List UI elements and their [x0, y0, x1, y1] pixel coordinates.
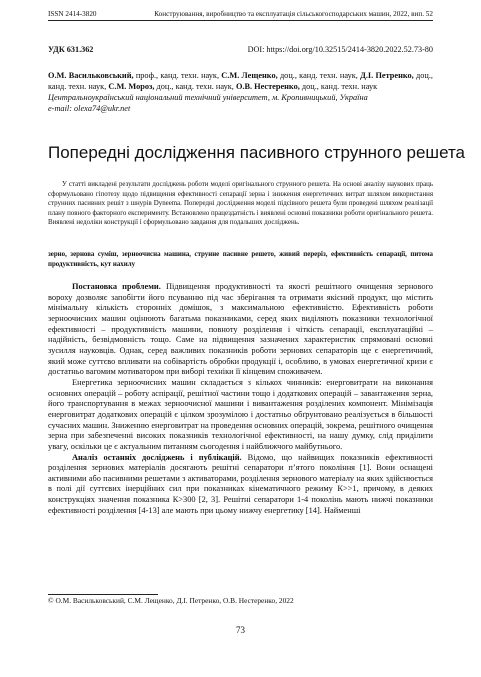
- author-name: О.М. Васильковський,: [48, 71, 134, 80]
- paragraph: [48, 453, 433, 517]
- author-credentials: проф., канд. техн. наук,: [133, 71, 222, 80]
- article-body: [48, 282, 433, 516]
- paragraph-text: Відомо, що найвищих показників ефективності розділення зернових матеріалів досягають решітні сепаратори п’ятого покоління [1]. Вони оснащені активними або пасивними решетами з активаторами, розділення зернового матеріалу на яких здійснюється в полі дії суттєвих інерційних сил при показниках кінематичного режиму К>>1, причому, в деяких конструкціях значення показника К>300 [2, 3]. Решітні сепаратори 1-4 поколінь мають нижчі показники ефективності розділення [4-13] але мають при цьому нижчу енергетику [14]. Найменші: [48, 452, 433, 515]
- affiliation: Центральноукраїнський національний технічний університет, м. Кропивницький, Україна: [48, 93, 368, 102]
- author-credentials: доц., канд. техн. наук,: [277, 71, 361, 80]
- author-credentials: доц., канд. техн. наук,: [48, 71, 433, 91]
- paragraph-text: Енергетика зерноочисних машин складається з кількох чинників: енерговитрати на виконання основних операцій – роботу аспірації, решітної частини тощо і додаткових операцій – завантаження зерна, його транспортування в межах зерноочисної машини і вивантаження розділених компонент. Мінімізація енерговитрат додаткових операцій є цілком зрозумілою і достатньо обґрунтовано реалізується в більшості сучасних машин. Зниженню енерговитрат на проведення основних операцій, зокрема, решітного очищення зерна при забезпеченні високих показників технологічної ефективності, на нашу думку, слід приділити увагу, оскільки це є актуальним питанням сьогодення і найближчого майбутнього.: [48, 377, 433, 451]
- header-rule: [48, 20, 433, 21]
- author-name: С.М. Мороз,: [108, 82, 155, 91]
- journal-title: Конструювання, виробництво та експлуатація сільськогосподарських машин, 2022, вип. 52: [154, 10, 433, 18]
- author-credentials: доц., канд. техн. наук: [299, 82, 378, 91]
- section-heading: Постановка проблеми.: [72, 282, 161, 291]
- article-title: Попередні дослідження пасивного струнного решета: [48, 143, 466, 162]
- author-name: О.В. Нестеренко,: [235, 82, 300, 91]
- paragraph: [48, 282, 433, 378]
- author-name: С.М. Лещенко,: [221, 71, 278, 80]
- issn: ISSN 2414-3820: [48, 10, 97, 18]
- section-heading: Аналіз останніх досліджень і публікацій.: [72, 452, 242, 462]
- udc-code: УДК 631.362: [48, 45, 94, 54]
- author-credentials: доц., канд. техн. наук,: [154, 82, 236, 91]
- keywords: зерно, зернова суміш, зерноочисна машина, струнне пасивне решето, живий переріз, ефективність сепарації, питома продуктивність, кут нахилу: [48, 251, 433, 268]
- author-name: Д.І. Петренко,: [360, 71, 414, 80]
- doi-link[interactable]: DOI: https://doi.org/10.32515/2414-3820.2022.52.73-80: [247, 45, 433, 54]
- paragraph-text: Підвищення продуктивності та якості решітного очищення зернового вороху дозволяє запобігти його псуванню під час зберігання та отримати якісний продукт, що містить мінімальну кількість сторонніх домішок, з максимальною ефективністю. Ефективність роботи зерноочисних машин оцінюють багатьма показниками, серед яких виділяють показники технологічної ефективності – продуктивність машини, повноту розділення і чіткість сепарації, експлуатаційні – надійність, безвідмовність тощо. Саме на підвищення зазначених характеристик спрямовані основні зусилля науковців. Однак, серед важливих показників роботи зернових сепараторів ще є енергетичний, який може суттєво впливати на собівартість обробки продукції і, особливо, в умовах енергетичної кризи є достатньо вагомим мотиватором при виборі техніки її кінцевим споживачем.: [48, 282, 433, 377]
- paragraph: [48, 378, 433, 453]
- footnote-rule: [48, 594, 158, 595]
- copyright-footnote: © О.М. Васильковський, С.М. Лещенко, Д.І. Петренко, О.В. Нестеренко, 2022: [48, 596, 294, 605]
- page-number: 73: [236, 625, 245, 635]
- abstract: У статті викладені результати досліджень роботи моделі оригінального струнного решета. На основі аналізу наукових праць сформульовано гіпотезу щодо підвищення ефективності сепарації зерна і зниження енергетичних витрат шляхом використання струнних пасивних решіт з шнурів Dyneema. Попередні дослідження моделі підсівного решета були проведені шляхом реалізації плану повного факторного експерименту. Встановлено працездатність і виявлені основні показники роботи оригінального решета. Виявлені недоліки конструкції і сформульовано завдання для подальших досліджень.: [48, 181, 433, 227]
- email[interactable]: e-mail: olexa74@ukr.net: [48, 104, 131, 113]
- author-block: [48, 70, 433, 114]
